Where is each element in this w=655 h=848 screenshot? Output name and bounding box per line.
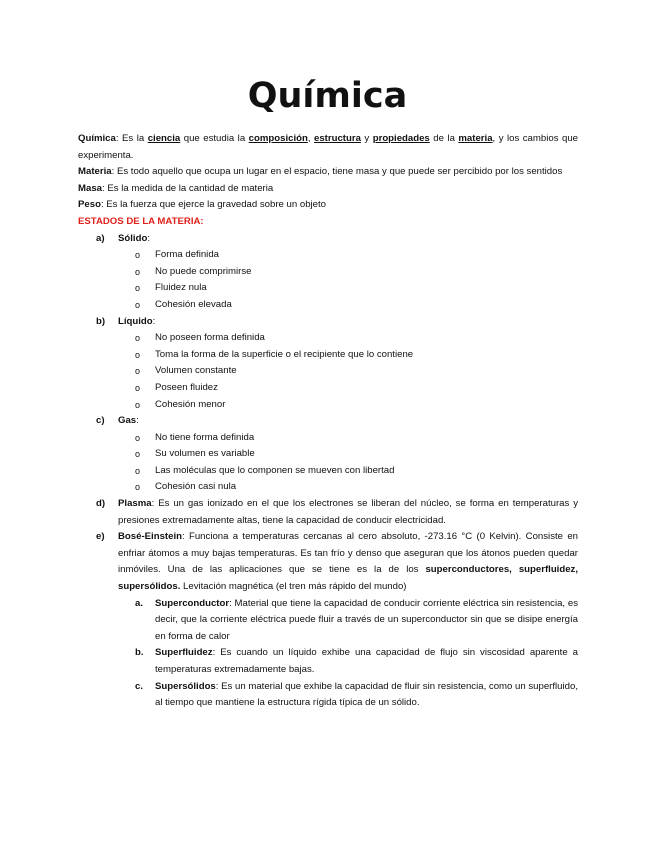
state-item xyxy=(78,529,578,595)
sub-text: Es cuando un líquido exhibe una capacidad de flujo sin viscosidad aparente a temperaturas extremadamente bajas. xyxy=(155,647,578,675)
bullet-item xyxy=(78,380,578,397)
bullet-item xyxy=(78,297,578,314)
bullet-item xyxy=(78,397,578,414)
definition-masa xyxy=(78,181,578,198)
bullet-item xyxy=(78,446,578,463)
text-run: superconductores, superfluidez, supersólidos. xyxy=(118,564,579,593)
text-run: Es la xyxy=(122,133,148,144)
definition-term: Química xyxy=(78,133,116,144)
bullet-item xyxy=(78,247,578,264)
state-separator: : xyxy=(151,498,159,510)
state-item xyxy=(78,231,578,248)
state-name: Bosé-Einstein xyxy=(118,531,182,543)
text-run: Es la fuerza que ejerce la gravedad sobre un objeto xyxy=(106,199,327,211)
text-run: que estudia la xyxy=(180,133,249,144)
bullet-icon: o xyxy=(135,333,141,344)
underlined-term: materia xyxy=(458,133,493,144)
definition-term: Materia xyxy=(78,166,112,178)
bullet-item xyxy=(78,430,578,447)
state-item xyxy=(78,314,578,331)
text-run: , y los cambios que experimenta. xyxy=(78,133,578,161)
bullet-text: No puede comprimirse xyxy=(155,265,252,277)
bullet-icon: o xyxy=(135,366,141,377)
bullet-icon: o xyxy=(135,449,141,460)
list-marker: c) xyxy=(96,415,105,427)
definition-separator: : xyxy=(100,199,107,211)
underlined-term: ciencia xyxy=(147,133,181,144)
state-name: Plasma xyxy=(118,498,152,510)
text-run: , xyxy=(307,133,314,144)
state-separator: : xyxy=(181,531,189,543)
state-item xyxy=(78,496,578,529)
definition-materia xyxy=(78,164,578,181)
text-run: Levitación magnética (el tren más rápido del mundo) xyxy=(180,581,407,593)
document-body xyxy=(78,131,578,712)
page-title: Química xyxy=(247,76,408,116)
state-name: Sólido xyxy=(118,232,148,244)
sub-item xyxy=(78,645,578,678)
definition-separator: : xyxy=(102,182,108,194)
bullet-text: Poseen fluidez xyxy=(155,381,218,393)
definition-peso xyxy=(78,197,578,214)
state-item xyxy=(78,413,578,430)
bullet-text: Forma definida xyxy=(155,249,219,261)
bullet-text: No poseen forma definida xyxy=(155,332,265,344)
state-name: Líquido xyxy=(118,315,153,327)
state-name: Gas xyxy=(118,415,137,427)
definitions-section xyxy=(78,131,578,214)
definition-separator: : xyxy=(115,133,123,144)
text-run: Es un gas ionizado en el que los electrones se liberan del núcleo, se forma en temperaturas y presiones extremadamente altas, tiene la capacidad de conducir electricidad. xyxy=(118,498,578,526)
definition-term: Peso xyxy=(78,199,101,211)
sub-name: Supersólidos xyxy=(155,680,216,692)
bullet-icon: o xyxy=(135,283,141,294)
sub-marker: c. xyxy=(135,680,144,692)
sub-item xyxy=(78,596,578,646)
text-run: Funciona a temperaturas cercanas al cero absoluto, -273.16 °C (0 Kelvin). Consiste en enfriar átomos a muy bajas temperaturas. Es tan frío y denso que aseguran que los átonos pueden quedar inmóviles. Una de las aplicaciones que se tiene es la de los xyxy=(118,531,578,576)
definition-term: Masa xyxy=(78,182,102,194)
text-run: de la xyxy=(429,133,459,144)
bullet-item xyxy=(78,280,578,297)
bullet-text: Su volumen es variable xyxy=(155,448,255,460)
text-run: y xyxy=(360,133,373,144)
bullet-text: Las moléculas que lo componen se mueven con libertad xyxy=(155,464,395,476)
bullet-item xyxy=(78,264,578,281)
state-separator: : xyxy=(152,315,156,327)
bullet-icon: o xyxy=(135,432,141,443)
bullet-text: Cohesión casi nula xyxy=(155,481,237,493)
bullet-icon: o xyxy=(135,349,141,360)
states-list xyxy=(78,231,578,712)
bullet-text: Volumen constante xyxy=(155,365,237,377)
bullet-item xyxy=(78,463,578,480)
state-separator: : xyxy=(136,415,139,427)
sub-name: Superconductor xyxy=(155,597,230,609)
list-marker: b) xyxy=(96,315,106,327)
underlined-term: estructura xyxy=(314,133,361,144)
list-marker: a) xyxy=(96,232,105,244)
bullet-icon: o xyxy=(135,266,141,277)
bullet-text: Cohesión elevada xyxy=(155,298,232,310)
bullet-text: Toma la forma de la superficie o el recipiente que lo contiene xyxy=(155,348,414,360)
bullet-icon: o xyxy=(135,382,141,393)
underlined-term: propiedades xyxy=(372,133,430,144)
sub-separator: : xyxy=(212,647,221,659)
definition-química xyxy=(78,131,578,164)
sub-separator: : xyxy=(229,597,235,609)
list-marker: e) xyxy=(96,531,105,543)
text-run: Es la medida de la cantidad de materia xyxy=(107,182,274,194)
bullet-icon: o xyxy=(135,250,141,261)
state-separator: : xyxy=(147,232,150,244)
sub-text: Es un material que exhibe la capacidad de fluir sin resistencia, como un superfluido, al tiempo que mantiene la estructura rígida típica de un sólido. xyxy=(155,680,578,709)
bullet-item xyxy=(78,363,578,380)
underlined-term: composición xyxy=(248,133,308,144)
list-marker: d) xyxy=(96,498,106,510)
bullet-icon: o xyxy=(135,482,141,493)
sub-separator: : xyxy=(215,680,222,692)
bullet-text: Fluidez nula xyxy=(155,282,207,294)
sub-name: Superfluidez xyxy=(155,647,213,659)
sub-marker: a. xyxy=(135,597,144,609)
text-run: Es todo aquello que ocupa un lugar en el espacio, tiene masa y que puede ser percibido por los sentidos xyxy=(116,166,563,178)
states-heading: ESTADOS DE LA MATERIA: xyxy=(78,215,204,227)
definition-separator: : xyxy=(111,166,117,178)
bullet-item xyxy=(78,330,578,347)
sub-marker: b. xyxy=(135,647,144,659)
sub-item xyxy=(78,679,578,712)
bullet-icon: o xyxy=(135,465,141,476)
sub-text: Material que tiene la capacidad de conducir corriente eléctrica sin resistencia, es decir, que la corriente eléctrica puede fluir a través de un superconductor sin que se disipe energía en forma de calor xyxy=(155,597,578,642)
bullet-icon: o xyxy=(135,399,141,410)
bullet-text: Cohesión menor xyxy=(155,398,226,410)
bullet-text: No tiene forma definida xyxy=(155,431,255,443)
bullet-item xyxy=(78,479,578,496)
bullet-icon: o xyxy=(135,299,141,310)
bullet-item xyxy=(78,347,578,364)
